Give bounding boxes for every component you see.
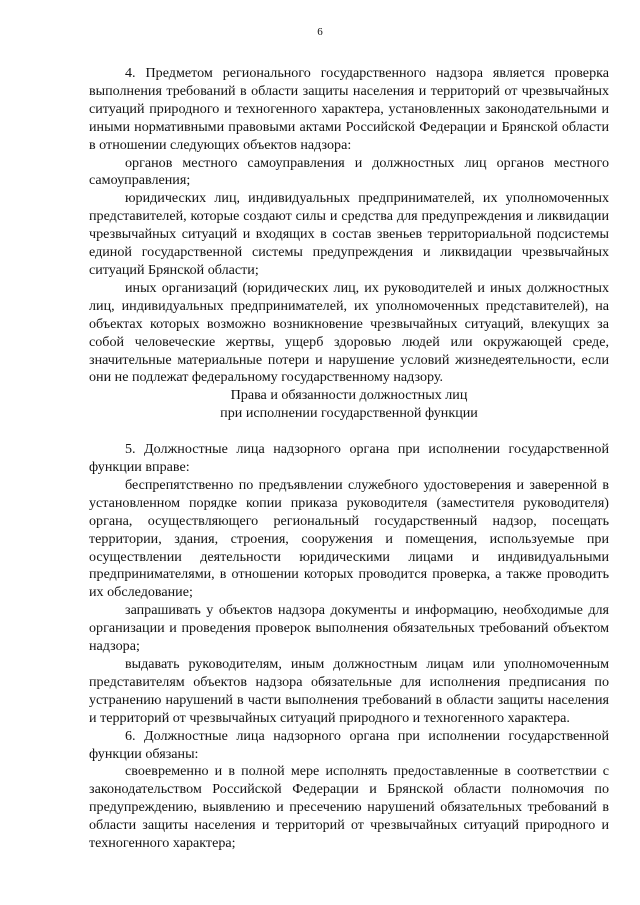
paragraph-right-issue-orders: выдавать руководителям, иным должностным лицам или уполномоченным представителям объектов надзора обязательные для исполнения предписания по устранению нарушений в части выполнения требований в области защиты населения и территорий от чрезвычайных ситуаций природного и техногенного характера.: [89, 656, 609, 726]
section-heading-line-1: Права и обязанности должностных лиц: [230, 387, 468, 404]
paragraph-other-organizations: иных организаций (юридических лиц, их руководителей и иных должностных лиц, индивидуальных предпринимателей, их уполномоченных представителей), на объектах которых возможно возникновение чрезвычайных ситуаций, влекущих за собой человеческие жертвы, ущерб здоровью людей или окружающей среде, значительные материальные потери и нарушение условий жизнедеятельности, если они не подлежат федеральному государственному надзору.: [89, 279, 609, 386]
paragraph-legal-entities: юридических лиц, индивидуальных предпринимателей, их уполномоченных представителей, которые создают силы и средства для предупреждения и ликвидации чрезвычайных ситуаций и входящих в состав звеньев территориальной подсистемы единой государственной системы предупреждения и ликвидации чрезвычайных ситуаций Брянской области;: [89, 190, 609, 278]
paragraph-local-government: органов местного самоуправления и должностных лиц органов местного самоуправления;: [89, 154, 609, 189]
paragraph-right-request-documents: запрашивать у объектов надзора документы и информацию, необходимые для организации и проведения проверок выполнения обязательных требований объектом надзора;: [89, 602, 609, 655]
paragraph-item-4-subject: 4. Предметом регионального государственного надзора является проверка выполнения требований в области защиты населения и территорий от чрезвычайных ситуаций природного и техногенного характера, установленных законодательными и иными нормативными правовыми актами Российской Федерации и Брянской области в отношении следующих объектов надзора:: [89, 65, 609, 153]
paragraph-duty-timely-execution: своевременно и в полной мере исполнять предоставленные в соответствии с законодательством Российской Федерации и Брянской области полномочия по предупреждению, выявлению и пресечению нарушений обязательных требований в области защиты населения и территорий от чрезвычайных ситуаций природного и техногенного характера;: [89, 763, 609, 852]
document-body: [89, 65, 609, 853]
paragraph-right-access: беспрепятственно по предъявлении служебного удостоверения и заверенной в установленном порядке копии приказа руководителя (заместителя руководителя) органа, осуществляющего региональный государственный надзор, посещать территории, здания, строения, сооружения и помещения, используемые при осуществлении деятельности юридическими лицами и индивидуальными предпринимателями, в отношении которых проводится проверка, а также проводить их обследование;: [89, 476, 609, 601]
paragraph-item-6-duties: 6. Должностные лица надзорного органа при исполнении государственной функции обязаны:: [89, 727, 609, 762]
page-number: 6: [317, 26, 323, 38]
section-heading: [89, 387, 609, 423]
section-heading-line-2: при исполнении государственной функции: [220, 405, 478, 422]
paragraph-item-5-rights: 5. Должностные лица надзорного органа при исполнении государственной функции вправе:: [89, 441, 609, 476]
